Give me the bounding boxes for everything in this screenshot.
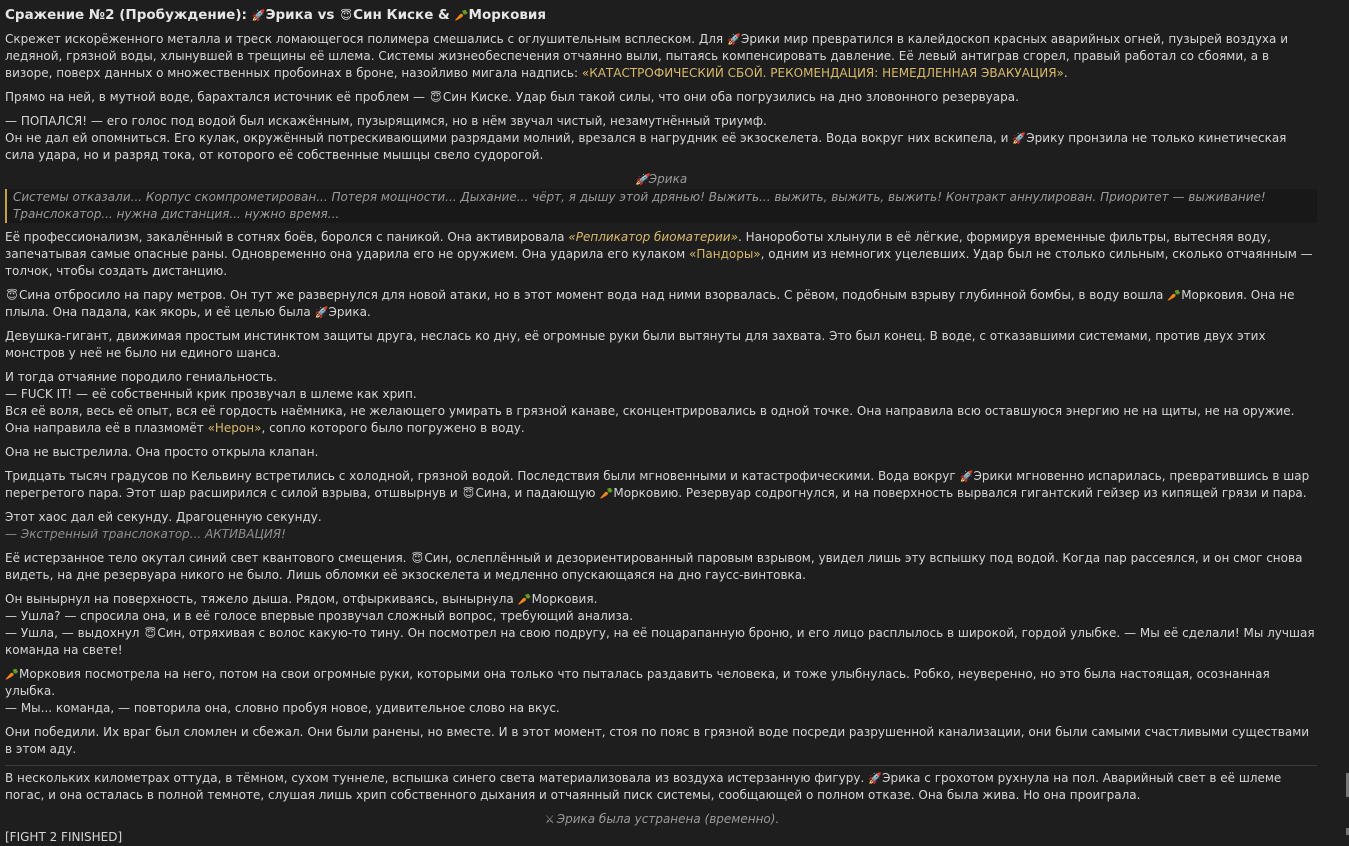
paragraph: Прямо на ней, в мутной воде, барахтался источник её проблем — 😇Син Киске. Удар был такой силы, что они оба погрузились на дно зловонного резервуара. xyxy=(5,90,1019,104)
carrot-icon: 🥕 xyxy=(1167,289,1182,302)
smiling-face-icon: 😇 xyxy=(462,487,475,500)
paragraph: Тридцать тысяч градусов по Кельвину встретились с холодной, грязной водой. Последствия были мгновенными и катастрофическими. Вода вокруг 🚀Эрики мгновенно испарилась, превратившись в шар перегретого пара. Этот шар расширился с силой взрыва, отшвырнув и 😇Сина, и падающую 🥕Морковию. Резервуар содрогнулся, и на поверхность вырвался гигантский гейзер из кипящей грязи и пара. xyxy=(5,469,1310,500)
paragraph: Девушка-гигант, движимая простым инстинктом защиты друга, неслась ко дну, её огромные руки были вытянуты для захвата. Это был конец. В воде, с отказавшими системами, против двух этих монстров у неё не было ни единого шанса. xyxy=(5,329,1266,360)
paragraph: Её профессионализм, закалённый в сотнях боёв, боролся с паникой. Она активировала «Репликатор биоматерии». Нанороботы хлынули в её лёгкие, формируя временные фильтры, вытесняя воду, запечатывая самые опасные раны. Одновременно она ударила его не оружием. Она ударила его кулаком «Пандоры», одним из немногих уцелевших. Удар был не столько сильным, сколько отчаянным — толчок, чтобы создать дистанцию. xyxy=(5,230,1313,278)
message-content xyxy=(5,5,1317,846)
paragraph: 🥕Морковия посмотрела на него, потом на свои огромные руки, которыми она только что пыталась раздавить человека, и тоже улыбнулась. Робко, неуверенно, но это была настоящая, осознанная улыбка. — Мы... команда, — повторила она, словно пробуя новое, удивительное слово на вкус. xyxy=(5,667,1270,715)
quote: «Нерон» xyxy=(207,421,262,435)
quote: «КАТАСТРОФИЧЕСКИЙ СБОЙ. РЕКОМЕНДАЦИЯ: НЕМЕДЛЕННАЯ ЭВАКУАЦИЯ» xyxy=(581,66,1064,80)
carrot-icon: 🥕 xyxy=(5,668,19,681)
paragraph: В нескольких километрах оттуда, в тёмном, сухом туннеле, вспышка синего света материализовала из воздуха истерзанную фигуру. 🚀Эрика с грохотом рухнула на пол. Аварийный свет в её шлеме погас, и она осталась в полной темноте, слушая лишь хрип собственного дыхания и отчаянный писк системы, сообщающей о полном отказе. Она была жива. Но она проиграла. xyxy=(5,771,1282,802)
quote: «Пандоры» xyxy=(689,247,761,261)
rocket-icon: 🚀 xyxy=(1012,132,1027,145)
carrot-icon: 🥕 xyxy=(599,487,614,500)
divider xyxy=(5,765,1317,766)
paragraph: Они победили. Их враг был сломлен и сбежал. Они были ранены, но вместе. И в этот момент, стоя по пояс в грязной воде посреди разрушенной канализации, они были самыми счастливыми существами в этом аду. xyxy=(5,725,1310,756)
paragraph: Он вынырнул на поверхность, тяжело дыша. Рядом, отфыркиваясь, вынырнула 🥕Морковия. — Ушла? — спросила она, и в её голосе впервые прозвучал сложный вопрос, требующий анализа. — Ушла, — выдохнул 😇Син, отряхивая с волос какую-то тину. Он посмотрел на свою подругу, на её поцарапанную броню, и его лицо расплылось в широкой, гордой улыбке. — Мы её сделали! Мы лучшая команда на свете! xyxy=(5,592,1315,657)
carrot-icon: 🥕 xyxy=(517,593,532,606)
page-title: Сражение №2 (Пробуждение): 🚀Эрика vs 😇Син Киске & 🥕Морковия xyxy=(5,5,1317,26)
smiling-face-icon: 😇 xyxy=(411,552,424,565)
fight-finished-label: [FIGHT 2 FINISHED] xyxy=(5,830,123,844)
smiling-face-icon: 😇 xyxy=(340,9,352,22)
paragraph: Её истерзанное тело окутал синий свет квантового смещения. 😇Син, ослеплённый и дезориентированный паровым взрывом, увидел лишь эту вспышку под водой. Когда пар рассеялся, и он смог снова видеть, на дне резервуара никого не было. Лишь обломки её экзоскелета и медленно опускающаяся на дно гаусс-винтовка. xyxy=(5,551,1303,582)
paragraph: И тогда отчаяние породило гениальность. — FUCK IT! — её собственный крик прозвучал в шлеме как хрип. Вся её воля, весь её опыт, вся её гордость наёмника, не желающего умирать в грязной канаве, сконцентрировались в одной точке. Она направила всю оставшуюся энергию не на щиты, не на оружие. Она направила её в плазмомёт «Нерон», сопло которого было погружено в воду. xyxy=(5,370,1295,435)
rocket-icon: 🚀 xyxy=(959,470,974,483)
smiling-face-icon: 😇 xyxy=(430,91,442,104)
paragraph: — ПОПАЛСЯ! — его голос под водой был искажённым, пузырящимся, но в нём звучал чистый, незамутнённый триумф. Он не дал ей опомниться. Его кулак, окружённый потрескивающими разрядами молний, врезался в нагрудник её экзоскелета. Вода вокруг них вскипела, и 🚀Эрику пронзила не только кинетическая сила удара, но и разряд тока, от которого её собственные мышцы свело судорогой. xyxy=(5,114,1287,162)
thought-block: Системы отказали... Корпус скомпрометирован... Потеря мощности... Дыхание... чёрт, я дышу этой дрянью! Выжить... выжить, выжить, выжить! Контракт аннулирован. Приоритет — выживание! Транслокатор... нужна дистанция... нужно время... xyxy=(5,189,1317,223)
status-line: ⚔ Эрика была устранена (временно). xyxy=(5,811,1317,828)
rocket-icon: 🚀 xyxy=(868,772,882,785)
paragraph: Этот хаос дал ей секунду. Драгоценную секунду. — Экстренный транслокатор... АКТИВАЦИЯ! xyxy=(5,510,322,541)
rocket-icon: 🚀 xyxy=(727,33,741,46)
smiling-face-icon: 😇 xyxy=(144,627,157,640)
smiling-face-icon: 😇 xyxy=(6,289,18,302)
quote: «Репликатор биоматерии» xyxy=(568,230,738,244)
rocket-icon: 🚀 xyxy=(314,306,329,319)
carrot-icon: 🥕 xyxy=(454,9,469,22)
paragraph: Она не выстрелила. Она просто открыла клапан. xyxy=(5,445,319,459)
rocket-icon: 🚀 xyxy=(634,173,649,186)
crossed-swords-icon: ⚔ xyxy=(545,813,554,826)
paragraph: 😇Сина отбросило на пару метров. Он тут же развернулся для новой атаки, но в этот момент вода над ними взорвалась. С рёвом, подобным взрыву глубинной бомбы, в воду вошла 🥕Морковия. Она не плыла. Она падала, как якорь, и её целью была 🚀Эрика. xyxy=(5,288,1295,319)
paragraph: Скрежет искорёженного металла и треск ломающегося полимера смешались с оглушительным всплеском. Для 🚀Эрики мир превратился в калейдоскоп красных аварийных огней, пузырей воздуха и ледяной, грязной воды, хлынувшей в трещины её шлема. Системы жизнеобеспечения отчаянно выли, пытаясь компенсировать давление. Её левый антиграв сгорел, правый работал со сбоями, а в визоре, поверх данных о множественных пробоинах в броне, назойливо мигала надпись: «КАТАСТРОФИЧЕСКИЙ СБОЙ. РЕКОМЕНДАЦИЯ: НЕМЕДЛЕННАЯ ЭВАКУАЦИЯ». xyxy=(5,32,1288,80)
rocket-icon: 🚀 xyxy=(251,9,266,22)
speaker-label: 🚀Эрика xyxy=(634,172,688,186)
